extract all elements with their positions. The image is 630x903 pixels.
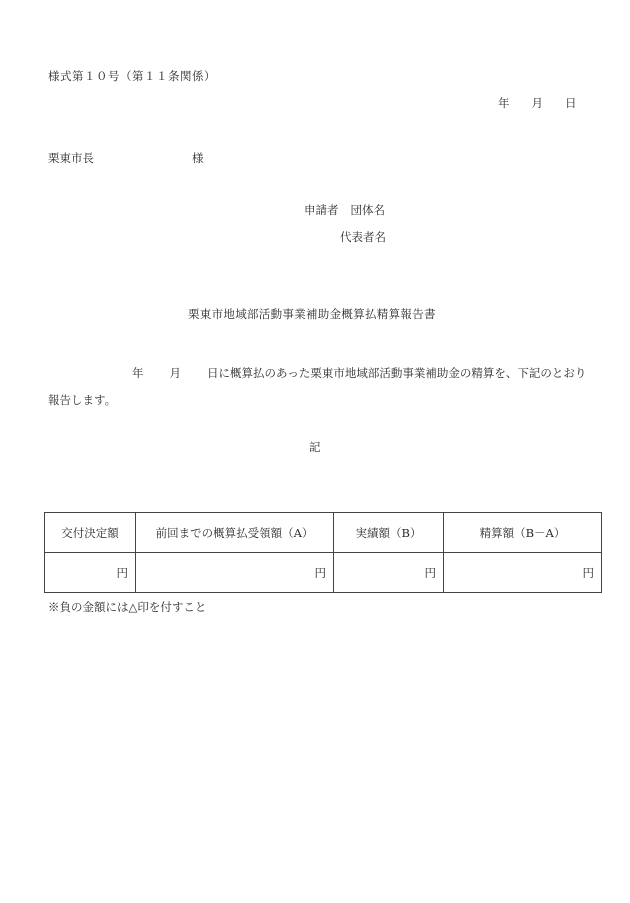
body-year-label: 年 xyxy=(132,366,144,380)
body-day-label: 日 xyxy=(207,366,219,380)
table-header-row xyxy=(45,513,602,553)
header-settlement-amount: 精算額（B－A） xyxy=(444,513,602,553)
addressee-name: 栗東市長 xyxy=(48,151,94,165)
date-month-label: 月 xyxy=(531,96,543,110)
body-paragraph xyxy=(48,360,588,414)
date-year-label: 年 xyxy=(498,96,510,110)
form-number: 様式第１０号（第１１条関係） xyxy=(48,69,216,83)
header-grant-decision-amount: 交付決定額 xyxy=(45,513,136,553)
table-row xyxy=(45,553,602,593)
settlement-amount-cell[interactable]: 円 xyxy=(444,553,602,593)
applicant-label: 申請者 xyxy=(304,203,339,217)
note: ※負の金額には△印を付すこと xyxy=(48,600,207,614)
org-name-label: 団体名 xyxy=(350,203,385,217)
representative-name-label: 代表者名 xyxy=(340,230,386,244)
header-previous-received-amount: 前回までの概算払受領額（A） xyxy=(136,513,334,553)
body-month-label: 月 xyxy=(169,366,181,380)
grant-decision-amount-cell[interactable]: 円 xyxy=(45,553,136,593)
addressee-honorific: 様 xyxy=(192,151,204,165)
header-actual-amount: 実績額（B） xyxy=(334,513,444,553)
report-table xyxy=(44,512,602,593)
date-line xyxy=(498,95,577,111)
addressee xyxy=(48,150,204,166)
previous-received-amount-cell[interactable]: 円 xyxy=(136,553,334,593)
document-title: 栗東市地域部活動事業補助金概算払精算報告書 xyxy=(188,307,436,321)
ki-label: 記 xyxy=(309,440,321,454)
date-day-label: 日 xyxy=(565,96,577,110)
body-text: に概算払のあった栗東市地域部活動事業補助金の精算を、下記のとおり報告します。 xyxy=(48,366,587,407)
actual-amount-cell[interactable]: 円 xyxy=(334,553,444,593)
applicant-org-line xyxy=(304,202,385,218)
